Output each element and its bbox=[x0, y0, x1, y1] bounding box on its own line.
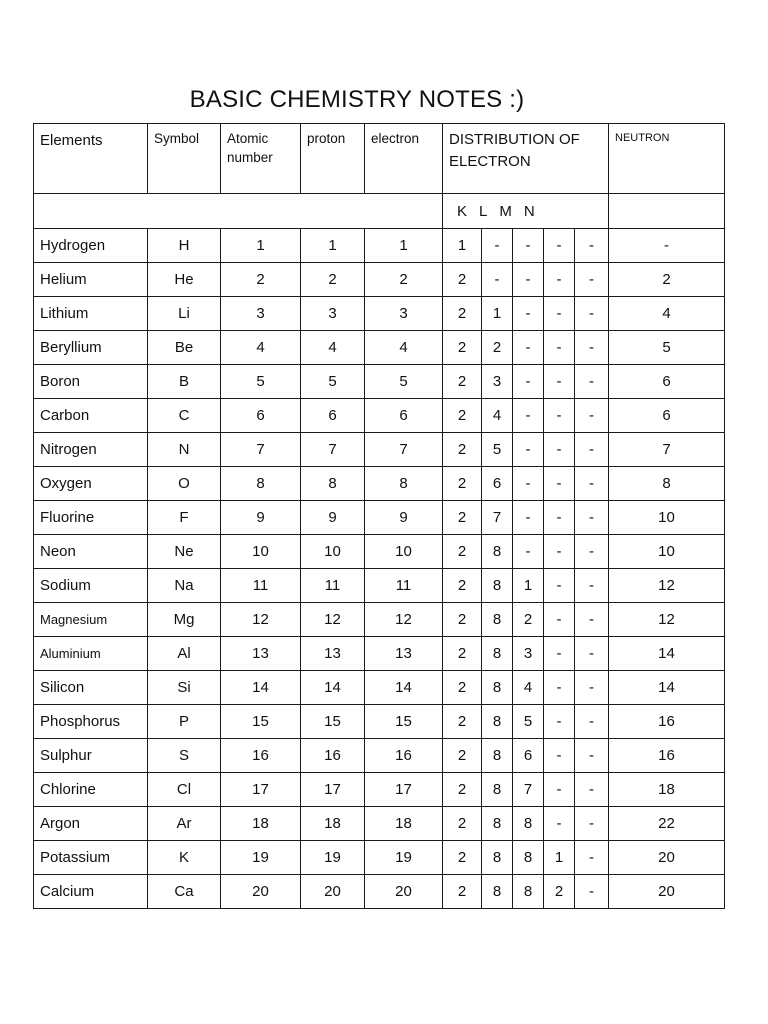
distribution-cell: - bbox=[544, 229, 575, 263]
atomic-number-cell: 16 bbox=[221, 739, 301, 773]
element-name-cell: Silicon bbox=[34, 671, 148, 705]
distribution-cell: 8 bbox=[513, 841, 544, 875]
distribution-cell: 2 bbox=[443, 739, 482, 773]
distribution-cell: 2 bbox=[443, 671, 482, 705]
distribution-cell: - bbox=[544, 671, 575, 705]
element-name-cell: Chlorine bbox=[34, 773, 148, 807]
header-row bbox=[34, 124, 725, 194]
atomic-number-cell: 12 bbox=[221, 603, 301, 637]
electron-cell: 10 bbox=[365, 535, 443, 569]
element-name-cell: Fluorine bbox=[34, 501, 148, 535]
electron-cell: 16 bbox=[365, 739, 443, 773]
table-row bbox=[34, 467, 725, 501]
atomic-number-cell: 8 bbox=[221, 467, 301, 501]
distribution-cell: 8 bbox=[482, 773, 513, 807]
shell-row-neutron-blank bbox=[609, 194, 725, 229]
page-title: BASIC CHEMISTRY NOTES :) bbox=[189, 86, 525, 113]
element-name-cell: Oxygen bbox=[34, 467, 148, 501]
distribution-cell: 1 bbox=[544, 841, 575, 875]
table-row bbox=[34, 399, 725, 433]
distribution-cell: - bbox=[513, 229, 544, 263]
distribution-cell: 7 bbox=[513, 773, 544, 807]
distribution-cell: - bbox=[544, 773, 575, 807]
table-row bbox=[34, 331, 725, 365]
proton-cell: 2 bbox=[301, 263, 365, 297]
element-name-cell: Helium bbox=[34, 263, 148, 297]
symbol-cell: N bbox=[148, 433, 221, 467]
symbol-cell: S bbox=[148, 739, 221, 773]
shell-row bbox=[34, 194, 725, 229]
electron-cell: 1 bbox=[365, 229, 443, 263]
element-name-cell: Magnesium bbox=[34, 603, 148, 637]
distribution-cell: - bbox=[513, 263, 544, 297]
symbol-cell: Ca bbox=[148, 875, 221, 909]
symbol-cell: C bbox=[148, 399, 221, 433]
distribution-cell: - bbox=[513, 331, 544, 365]
distribution-cell: 2 bbox=[443, 501, 482, 535]
table-row bbox=[34, 875, 725, 909]
electron-cell: 18 bbox=[365, 807, 443, 841]
distribution-cell: - bbox=[513, 501, 544, 535]
distribution-cell: - bbox=[513, 365, 544, 399]
element-name-cell: Boron bbox=[34, 365, 148, 399]
proton-cell: 18 bbox=[301, 807, 365, 841]
atomic-number-cell: 9 bbox=[221, 501, 301, 535]
distribution-cell: - bbox=[575, 433, 609, 467]
distribution-cell: - bbox=[544, 501, 575, 535]
distribution-cell: - bbox=[544, 739, 575, 773]
distribution-cell: 8 bbox=[482, 739, 513, 773]
element-name-cell: Lithium bbox=[34, 297, 148, 331]
distribution-cell: - bbox=[544, 263, 575, 297]
element-name-cell: Phosphorus bbox=[34, 705, 148, 739]
distribution-cell: - bbox=[544, 807, 575, 841]
distribution-cell: - bbox=[544, 467, 575, 501]
atomic-number-cell: 13 bbox=[221, 637, 301, 671]
element-name-cell: Carbon bbox=[34, 399, 148, 433]
electron-cell: 13 bbox=[365, 637, 443, 671]
header-electron: electron bbox=[365, 124, 443, 194]
distribution-cell: - bbox=[513, 399, 544, 433]
atomic-number-cell: 10 bbox=[221, 535, 301, 569]
distribution-cell: - bbox=[575, 535, 609, 569]
atomic-number-cell: 3 bbox=[221, 297, 301, 331]
atomic-number-cell: 1 bbox=[221, 229, 301, 263]
distribution-cell: 7 bbox=[482, 501, 513, 535]
table-row bbox=[34, 705, 725, 739]
neutron-cell: 16 bbox=[609, 705, 725, 739]
distribution-cell: - bbox=[544, 637, 575, 671]
distribution-cell: - bbox=[575, 739, 609, 773]
proton-cell: 12 bbox=[301, 603, 365, 637]
symbol-cell: K bbox=[148, 841, 221, 875]
distribution-cell: 8 bbox=[482, 841, 513, 875]
distribution-cell: 3 bbox=[482, 365, 513, 399]
proton-cell: 6 bbox=[301, 399, 365, 433]
table-row bbox=[34, 807, 725, 841]
element-name-cell: Potassium bbox=[34, 841, 148, 875]
distribution-cell: - bbox=[575, 331, 609, 365]
atomic-number-cell: 17 bbox=[221, 773, 301, 807]
distribution-cell: 2 bbox=[443, 331, 482, 365]
symbol-cell: Na bbox=[148, 569, 221, 603]
distribution-cell: - bbox=[575, 603, 609, 637]
neutron-cell: 2 bbox=[609, 263, 725, 297]
header-neutron: NEUTRON bbox=[609, 124, 725, 194]
shell-l: L bbox=[479, 202, 488, 220]
distribution-cell: 4 bbox=[482, 399, 513, 433]
distribution-cell: - bbox=[575, 501, 609, 535]
distribution-cell: 2 bbox=[443, 637, 482, 671]
atomic-number-cell: 11 bbox=[221, 569, 301, 603]
symbol-cell: F bbox=[148, 501, 221, 535]
distribution-cell: - bbox=[575, 467, 609, 501]
element-name-cell: Sodium bbox=[34, 569, 148, 603]
distribution-cell: 8 bbox=[482, 875, 513, 909]
distribution-cell: - bbox=[575, 807, 609, 841]
table-row bbox=[34, 841, 725, 875]
symbol-cell: He bbox=[148, 263, 221, 297]
neutron-cell: 8 bbox=[609, 467, 725, 501]
distribution-cell: - bbox=[544, 433, 575, 467]
element-name-cell: Sulphur bbox=[34, 739, 148, 773]
symbol-cell: Si bbox=[148, 671, 221, 705]
neutron-cell: 12 bbox=[609, 603, 725, 637]
distribution-cell: 8 bbox=[482, 807, 513, 841]
electron-cell: 17 bbox=[365, 773, 443, 807]
proton-cell: 9 bbox=[301, 501, 365, 535]
neutron-cell: - bbox=[609, 229, 725, 263]
proton-cell: 15 bbox=[301, 705, 365, 739]
distribution-cell: - bbox=[544, 365, 575, 399]
electron-cell: 4 bbox=[365, 331, 443, 365]
proton-cell: 11 bbox=[301, 569, 365, 603]
electron-cell: 20 bbox=[365, 875, 443, 909]
distribution-cell: 8 bbox=[482, 535, 513, 569]
table-row bbox=[34, 603, 725, 637]
distribution-cell: - bbox=[544, 603, 575, 637]
distribution-cell: 1 bbox=[513, 569, 544, 603]
distribution-cell: 4 bbox=[513, 671, 544, 705]
element-name-cell: Aluminium bbox=[34, 637, 148, 671]
table-row bbox=[34, 637, 725, 671]
proton-cell: 8 bbox=[301, 467, 365, 501]
electron-cell: 11 bbox=[365, 569, 443, 603]
atomic-number-cell: 2 bbox=[221, 263, 301, 297]
symbol-cell: B bbox=[148, 365, 221, 399]
distribution-cell: 2 bbox=[443, 467, 482, 501]
table-row bbox=[34, 535, 725, 569]
distribution-cell: 8 bbox=[482, 671, 513, 705]
distribution-cell: 2 bbox=[443, 365, 482, 399]
distribution-cell: 2 bbox=[443, 297, 482, 331]
distribution-cell: 2 bbox=[482, 331, 513, 365]
atomic-number-cell: 4 bbox=[221, 331, 301, 365]
distribution-cell: 1 bbox=[443, 229, 482, 263]
distribution-cell: 2 bbox=[443, 399, 482, 433]
neutron-cell: 10 bbox=[609, 535, 725, 569]
atomic-number-cell: 14 bbox=[221, 671, 301, 705]
header-distribution: DISTRIBUTION OF ELECTRON bbox=[443, 124, 609, 194]
distribution-cell: 2 bbox=[443, 535, 482, 569]
distribution-cell: 2 bbox=[443, 841, 482, 875]
proton-cell: 5 bbox=[301, 365, 365, 399]
table-row bbox=[34, 365, 725, 399]
distribution-cell: 2 bbox=[443, 807, 482, 841]
distribution-cell: 2 bbox=[443, 603, 482, 637]
electron-cell: 2 bbox=[365, 263, 443, 297]
header-proton: proton bbox=[301, 124, 365, 194]
distribution-cell: 8 bbox=[482, 569, 513, 603]
distribution-cell: - bbox=[544, 331, 575, 365]
electron-cell: 9 bbox=[365, 501, 443, 535]
distribution-cell: 2 bbox=[513, 603, 544, 637]
distribution-cell: 8 bbox=[513, 875, 544, 909]
shell-n: N bbox=[523, 202, 535, 220]
distribution-cell: 2 bbox=[544, 875, 575, 909]
distribution-cell: 1 bbox=[482, 297, 513, 331]
distribution-cell: - bbox=[544, 399, 575, 433]
atomic-number-cell: 6 bbox=[221, 399, 301, 433]
neutron-cell: 14 bbox=[609, 637, 725, 671]
electron-cell: 19 bbox=[365, 841, 443, 875]
atomic-number-cell: 18 bbox=[221, 807, 301, 841]
distribution-cell: - bbox=[575, 229, 609, 263]
distribution-cell: 2 bbox=[443, 263, 482, 297]
header-atomic-number: Atomic number bbox=[221, 124, 301, 194]
electron-cell: 8 bbox=[365, 467, 443, 501]
distribution-cell: - bbox=[575, 637, 609, 671]
table-row bbox=[34, 773, 725, 807]
atomic-number-cell: 15 bbox=[221, 705, 301, 739]
table-row bbox=[34, 297, 725, 331]
distribution-cell: - bbox=[544, 569, 575, 603]
symbol-cell: Li bbox=[148, 297, 221, 331]
neutron-cell: 6 bbox=[609, 399, 725, 433]
chemistry-table bbox=[33, 123, 725, 909]
neutron-cell: 6 bbox=[609, 365, 725, 399]
element-name-cell: Hydrogen bbox=[34, 229, 148, 263]
distribution-cell: - bbox=[513, 297, 544, 331]
distribution-cell: 3 bbox=[513, 637, 544, 671]
neutron-cell: 4 bbox=[609, 297, 725, 331]
symbol-cell: Ne bbox=[148, 535, 221, 569]
distribution-cell: 5 bbox=[513, 705, 544, 739]
distribution-cell: - bbox=[575, 263, 609, 297]
neutron-cell: 16 bbox=[609, 739, 725, 773]
shell-m: M bbox=[499, 202, 512, 220]
header-symbol: Symbol bbox=[148, 124, 221, 194]
distribution-cell: 2 bbox=[443, 569, 482, 603]
distribution-cell: - bbox=[513, 535, 544, 569]
distribution-cell: 8 bbox=[513, 807, 544, 841]
proton-cell: 1 bbox=[301, 229, 365, 263]
distribution-cell: 2 bbox=[443, 705, 482, 739]
proton-cell: 3 bbox=[301, 297, 365, 331]
table-row bbox=[34, 501, 725, 535]
atomic-number-cell: 7 bbox=[221, 433, 301, 467]
distribution-cell: - bbox=[575, 569, 609, 603]
symbol-cell: Be bbox=[148, 331, 221, 365]
distribution-cell: - bbox=[544, 705, 575, 739]
element-name-cell: Beryllium bbox=[34, 331, 148, 365]
distribution-cell: - bbox=[575, 705, 609, 739]
electron-cell: 15 bbox=[365, 705, 443, 739]
neutron-cell: 20 bbox=[609, 875, 725, 909]
shell-row-blank bbox=[34, 194, 443, 229]
proton-cell: 10 bbox=[301, 535, 365, 569]
element-name-cell: Neon bbox=[34, 535, 148, 569]
proton-cell: 16 bbox=[301, 739, 365, 773]
table-row bbox=[34, 263, 725, 297]
neutron-cell: 10 bbox=[609, 501, 725, 535]
proton-cell: 4 bbox=[301, 331, 365, 365]
symbol-cell: O bbox=[148, 467, 221, 501]
distribution-cell: 8 bbox=[482, 637, 513, 671]
distribution-cell: - bbox=[575, 365, 609, 399]
distribution-cell: - bbox=[544, 535, 575, 569]
distribution-cell: 8 bbox=[482, 705, 513, 739]
proton-cell: 19 bbox=[301, 841, 365, 875]
neutron-cell: 18 bbox=[609, 773, 725, 807]
electron-cell: 12 bbox=[365, 603, 443, 637]
distribution-cell: - bbox=[575, 671, 609, 705]
table-row bbox=[34, 569, 725, 603]
element-name-cell: Argon bbox=[34, 807, 148, 841]
neutron-cell: 7 bbox=[609, 433, 725, 467]
distribution-cell: - bbox=[575, 773, 609, 807]
electron-cell: 14 bbox=[365, 671, 443, 705]
symbol-cell: H bbox=[148, 229, 221, 263]
distribution-cell: - bbox=[482, 263, 513, 297]
table-row bbox=[34, 229, 725, 263]
header-elements: Elements bbox=[34, 124, 148, 194]
symbol-cell: Al bbox=[148, 637, 221, 671]
distribution-cell: 6 bbox=[513, 739, 544, 773]
distribution-cell: 5 bbox=[482, 433, 513, 467]
atomic-number-cell: 20 bbox=[221, 875, 301, 909]
table-row bbox=[34, 433, 725, 467]
distribution-cell: 2 bbox=[443, 433, 482, 467]
proton-cell: 14 bbox=[301, 671, 365, 705]
proton-cell: 17 bbox=[301, 773, 365, 807]
electron-cell: 6 bbox=[365, 399, 443, 433]
distribution-cell: - bbox=[575, 841, 609, 875]
distribution-cell: - bbox=[513, 433, 544, 467]
symbol-cell: Ar bbox=[148, 807, 221, 841]
proton-cell: 13 bbox=[301, 637, 365, 671]
neutron-cell: 5 bbox=[609, 331, 725, 365]
symbol-cell: Cl bbox=[148, 773, 221, 807]
electron-cell: 7 bbox=[365, 433, 443, 467]
distribution-cell: - bbox=[575, 875, 609, 909]
distribution-cell: - bbox=[544, 297, 575, 331]
neutron-cell: 14 bbox=[609, 671, 725, 705]
atomic-number-cell: 5 bbox=[221, 365, 301, 399]
distribution-cell: - bbox=[482, 229, 513, 263]
distribution-cell: - bbox=[575, 297, 609, 331]
distribution-cell: - bbox=[575, 399, 609, 433]
electron-cell: 3 bbox=[365, 297, 443, 331]
element-name-cell: Nitrogen bbox=[34, 433, 148, 467]
symbol-cell: P bbox=[148, 705, 221, 739]
distribution-cell: 2 bbox=[443, 773, 482, 807]
distribution-cell: 8 bbox=[482, 603, 513, 637]
element-name-cell: Calcium bbox=[34, 875, 148, 909]
shell-letters bbox=[443, 194, 609, 229]
table-row bbox=[34, 739, 725, 773]
electron-cell: 5 bbox=[365, 365, 443, 399]
proton-cell: 20 bbox=[301, 875, 365, 909]
symbol-cell: Mg bbox=[148, 603, 221, 637]
atomic-number-cell: 19 bbox=[221, 841, 301, 875]
neutron-cell: 20 bbox=[609, 841, 725, 875]
neutron-cell: 22 bbox=[609, 807, 725, 841]
distribution-cell: - bbox=[513, 467, 544, 501]
distribution-cell: 2 bbox=[443, 875, 482, 909]
distribution-cell: 6 bbox=[482, 467, 513, 501]
proton-cell: 7 bbox=[301, 433, 365, 467]
neutron-cell: 12 bbox=[609, 569, 725, 603]
shell-k: K bbox=[457, 202, 468, 220]
table-row bbox=[34, 671, 725, 705]
